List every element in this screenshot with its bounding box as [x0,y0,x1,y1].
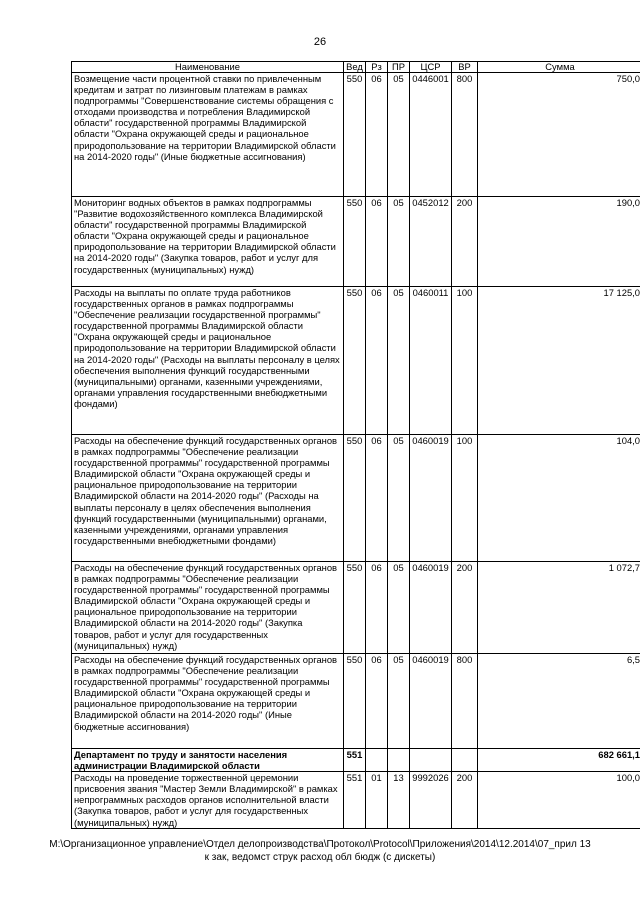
row-name-cell: Расходы на выплаты по оплате труда работников государственных органов в рамках подпрограммы "Обеспечение реализации государственной программы" государственной программы Владимирской области "Охрана окружающей среды и рациональное природопользование на территории Владимирской области на 2014-2020 годы" (Расходы на выплаты персоналу в целях обеспечения выполнения функций государственными (муниципальными) органами, казенными учреждениями, органами управления государственными внебюджетными фондами) [72,287,344,435]
header-pr: ПР [388,62,410,73]
row-ved-cell: 550 [344,73,366,197]
row-ved-cell: 550 [344,197,366,287]
row-csr-cell: 0460019 [410,435,452,562]
row-name-cell: Возмещение части процентной ставки по привлеченным кредитам и затрат по лизинговым платежам в рамках подпрограммы "Совершенствование системы обращения с отходами производства и потребления Владимирской области" государственной программы Владимирской области "Охрана окружающей среды и рациональное природопользование на территории Владимирской области на 2014-2020 годы" (Иные бюджетные ассигнования) [72,73,344,197]
row-name-cell: Расходы на обеспечение функций государственных органов в рамках подпрограммы "Обеспечение реализации государственной программы" государственной программы Владимирской области "Охрана окружающей среды и рациональное природопользование на территории Владимирской области на 2014-2020 годы" (Иные бюджетные ассигнования) [72,654,344,749]
row-sum-cell: 6,5 [478,654,640,749]
row-rz-cell: 06 [366,73,388,197]
table-row [72,73,640,197]
table-row [72,562,640,654]
row-csr-cell: 0446001 [410,73,452,197]
row-pr-cell: 05 [388,562,410,654]
row-ved-cell: 550 [344,654,366,749]
row-rz-cell: 06 [366,654,388,749]
row-rz-cell: 06 [366,197,388,287]
page-number: 26 [313,36,327,48]
row-csr-cell: 0460019 [410,654,452,749]
footer-line-1: M:\Организационное управление\Отдел делопроизводства\Протокол\Protocol\Приложения\2014\12.2014\07_прил 13 [49,839,591,850]
row-name-cell: Расходы на обеспечение функций государственных органов в рамках подпрограммы "Обеспечение реализации государственной программы" государственной программы Владимирской области "Охрана окружающей среды и рациональное природопользование на территории Владимирской области на 2014-2020 годы" (Закупка товаров, работ и услуг для государственных (муниципальных) нужд) [72,562,344,654]
table-row [72,749,640,772]
row-csr-cell: 0452012 [410,197,452,287]
header-ved: Вед [344,62,366,73]
row-name-cell: Расходы на проведение торжественной церемонии присвоения звания "Мастер Земли Владимирской" в рамках непрограммных расходов органов исполнительной власти (Закупка товаров, работ и услуг для государственных (муниципальных) нужд) [72,772,344,829]
row-ved-cell: 550 [344,435,366,562]
row-ved-cell: 551 [344,772,366,829]
row-sum-cell: 104,0 [478,435,640,562]
row-vr-cell: 100 [452,435,478,562]
table-row [72,197,640,287]
row-ved-cell: 550 [344,562,366,654]
row-name-cell: Мониторинг водных объектов в рамках подпрограммы "Развитие водохозяйственного комплекса Владимирской области" государственной программы Владимирской области "Охрана окружающей среды и рациональное природопользование на территории Владимирской области на 2014-2020 годы" (Закупка товаров, работ и услуг для государственных (муниципальных) нужд) [72,197,344,287]
budget-table [71,61,640,829]
row-pr-cell: 05 [388,197,410,287]
row-vr-cell: 200 [452,562,478,654]
row-sum-cell: 100,0 [478,772,640,829]
row-csr-cell: 0460011 [410,287,452,435]
row-sum-cell: 682 661,1 [478,749,640,772]
row-rz-cell [366,749,388,772]
row-csr-cell [410,749,452,772]
row-pr-cell: 13 [388,772,410,829]
header-csr: ЦСР [410,62,452,73]
row-rz-cell: 06 [366,287,388,435]
header-name: Наименование [72,62,344,73]
row-name-cell: Департамент по труду и занятости населения администрации Владимирской области [72,749,344,772]
row-pr-cell: 05 [388,654,410,749]
header-rz: Рз [366,62,388,73]
row-name-cell: Расходы на обеспечение функций государственных органов в рамках подпрограммы "Обеспечение реализации государственной программы" государственной программы Владимирской области "Охрана окружающей среды и рациональное природопользование на территории Владимирской области на 2014-2020 годы" (Расходы на выплаты персоналу в целях обеспечения выполнения функций государственными (муниципальными) органами, казенными учреждениями, органами управления государственными внебюджетными фондами) [72,435,344,562]
row-csr-cell: 9992026 [410,772,452,829]
row-vr-cell: 800 [452,654,478,749]
row-vr-cell [452,749,478,772]
header-sum: Сумма [478,62,640,73]
row-vr-cell: 100 [452,287,478,435]
header-vr: ВР [452,62,478,73]
row-rz-cell: 06 [366,562,388,654]
row-pr-cell [388,749,410,772]
table-row [72,772,640,829]
table-row [72,435,640,562]
row-rz-cell: 06 [366,435,388,562]
table-body [72,73,640,829]
table-row [72,654,640,749]
row-pr-cell: 05 [388,73,410,197]
row-sum-cell: 17 125,0 [478,287,640,435]
row-sum-cell: 750,0 [478,73,640,197]
table-header-row [72,62,640,73]
row-sum-cell: 190,0 [478,197,640,287]
row-pr-cell: 05 [388,435,410,562]
row-vr-cell: 200 [452,772,478,829]
row-ved-cell: 551 [344,749,366,772]
file-path-footer [40,838,600,864]
row-ved-cell: 550 [344,287,366,435]
row-rz-cell: 01 [366,772,388,829]
row-vr-cell: 800 [452,73,478,197]
footer-line-2: к зак, ведомст струк расход обл бюдж (с дискеты) [204,852,436,863]
row-sum-cell: 1 072,7 [478,562,640,654]
table-row [72,287,640,435]
row-csr-cell: 0460019 [410,562,452,654]
row-vr-cell: 200 [452,197,478,287]
row-pr-cell: 05 [388,287,410,435]
